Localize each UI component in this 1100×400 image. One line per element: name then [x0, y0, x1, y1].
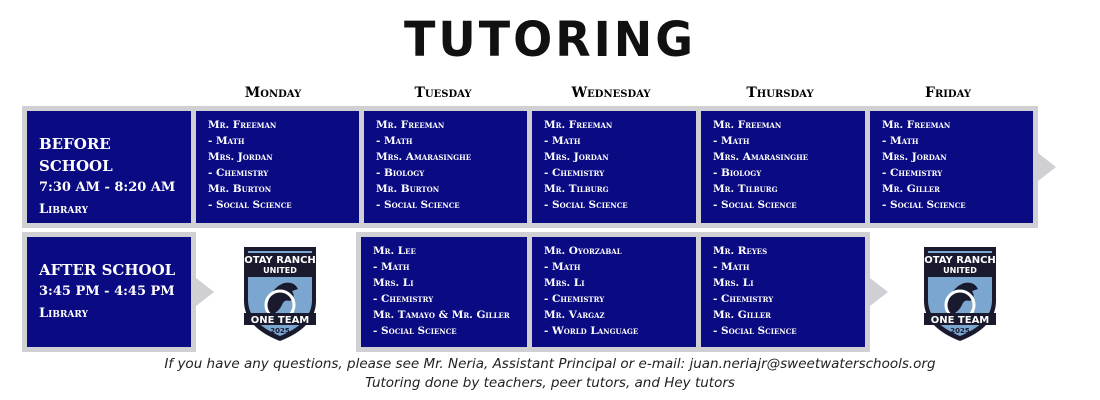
cell-line: Mr. Vargaz — [544, 309, 605, 321]
before-school-monday — [196, 111, 359, 223]
cell-line: - Math — [208, 135, 245, 147]
before-school-slot — [27, 111, 191, 223]
cell-line: Mr. Oyorzabal — [544, 245, 622, 257]
day-header-thursday: Thursday — [746, 85, 814, 101]
cell-line: - World Language — [544, 325, 639, 337]
cell-line: Mrs. Jordan — [882, 151, 947, 163]
cell-line: - Biology — [376, 167, 425, 179]
after-school-location: Library — [39, 306, 89, 321]
cell-line: Mrs. Li — [544, 277, 585, 289]
cell-line: Mr. Freeman — [544, 119, 613, 131]
cell-line: Mr. Lee — [373, 245, 416, 257]
cell-line: Mr. Tilburg — [713, 183, 778, 195]
after-school-tuesday — [361, 237, 527, 347]
cell-line: - Math — [376, 135, 413, 147]
page-title: TUTORING — [403, 10, 696, 68]
cell-line: Mr. Burton — [208, 183, 272, 195]
cell-line: - Social Science — [713, 199, 797, 211]
before-school-wednesday — [532, 111, 696, 223]
cell-line: Mrs. Li — [713, 277, 754, 289]
cell-line: - Chemistry — [544, 167, 605, 179]
after-school-time: 3:45 PM - 4:45 PM — [39, 284, 175, 299]
cell-line: Mr. Tilburg — [544, 183, 609, 195]
cell-line: - Chemistry — [208, 167, 269, 179]
cell-line: - Social Science — [208, 199, 292, 211]
cell-line: - Biology — [713, 167, 762, 179]
before-school-label: BEFORE SCHOOL — [39, 135, 113, 175]
before-school-arrow — [1038, 153, 1056, 181]
footer-note: Tutoring done by teachers, peer tutors, and Hey tutors — [365, 375, 735, 391]
cell-line: - Math — [544, 135, 581, 147]
day-header-friday: Friday — [925, 85, 971, 101]
cell-line: Mr. Burton — [376, 183, 440, 195]
cell-line: Mrs. Amarasinghe — [713, 151, 809, 163]
cell-line: - Social Science — [373, 325, 457, 337]
cell-line: Mrs. Jordan — [544, 151, 609, 163]
footer-contact: If you have any questions, please see Mr. Neria, Assistant Principal or e-mail: juan.neriajr@sweetwaterschools.org — [164, 356, 936, 372]
cell-line: - Social Science — [713, 325, 797, 337]
cell-line: - Chemistry — [713, 293, 774, 305]
cell-line: - Social Science — [376, 199, 460, 211]
cell-line: - Math — [882, 135, 919, 147]
before-school-friday — [870, 111, 1033, 223]
after-school-wednesday — [532, 237, 696, 347]
logo-line2: UNITED — [943, 266, 977, 275]
logo-line3: ONE TEAM — [930, 315, 990, 326]
logo-line1: OTAY RANCH — [244, 255, 316, 266]
after-school-thursday — [701, 237, 865, 347]
cell-line: - Math — [713, 135, 750, 147]
cell-line: Mr. Freeman — [713, 119, 782, 131]
cell-line: Mrs. Jordan — [208, 151, 273, 163]
cell-line: Mrs. Li — [373, 277, 414, 289]
cell-line: Mr. Freeman — [376, 119, 445, 131]
before-school-location: Library — [39, 202, 89, 217]
logo-line1: OTAY RANCH — [924, 255, 996, 266]
cell-line: Mr. Giller — [713, 309, 771, 321]
cell-line: Mr. Reyes — [713, 245, 768, 257]
day-header-monday: Monday — [244, 85, 302, 101]
cell-line: - Social Science — [882, 199, 966, 211]
after-school-slot-arrow — [196, 278, 214, 306]
cell-line: Mr. Freeman — [882, 119, 951, 131]
school-logo-friday — [918, 243, 1002, 343]
school-logo-monday — [238, 243, 322, 343]
day-header-tuesday: Tuesday — [414, 85, 472, 101]
logo-line3: ONE TEAM — [250, 315, 310, 326]
logo-year: 2025 — [270, 327, 290, 335]
cell-line: - Math — [373, 261, 410, 273]
cell-line: Mr. Freeman — [208, 119, 277, 131]
cell-line: - Math — [713, 261, 750, 273]
after-school-arrow — [870, 278, 888, 306]
cell-line: Mr. Tamayo & Mr. Giller — [373, 309, 510, 321]
cell-line: - Chemistry — [882, 167, 943, 179]
cell-line: - Chemistry — [373, 293, 434, 305]
before-school-time: 7:30 AM - 8:20 AM — [39, 180, 176, 195]
before-school-thursday — [701, 111, 865, 223]
logo-line2: UNITED — [263, 266, 297, 275]
day-header-wednesday: Wednesday — [571, 85, 651, 101]
cell-line: Mrs. Amarasinghe — [376, 151, 472, 163]
cell-line: - Chemistry — [544, 293, 605, 305]
cell-line: Mr. Giller — [882, 183, 940, 195]
cell-line: - Math — [544, 261, 581, 273]
logo-year: 2025 — [950, 327, 970, 335]
after-school-label: AFTER SCHOOL — [39, 261, 176, 279]
cell-line: - Social Science — [544, 199, 628, 211]
after-school-slot — [27, 237, 191, 347]
before-school-tuesday — [364, 111, 527, 223]
